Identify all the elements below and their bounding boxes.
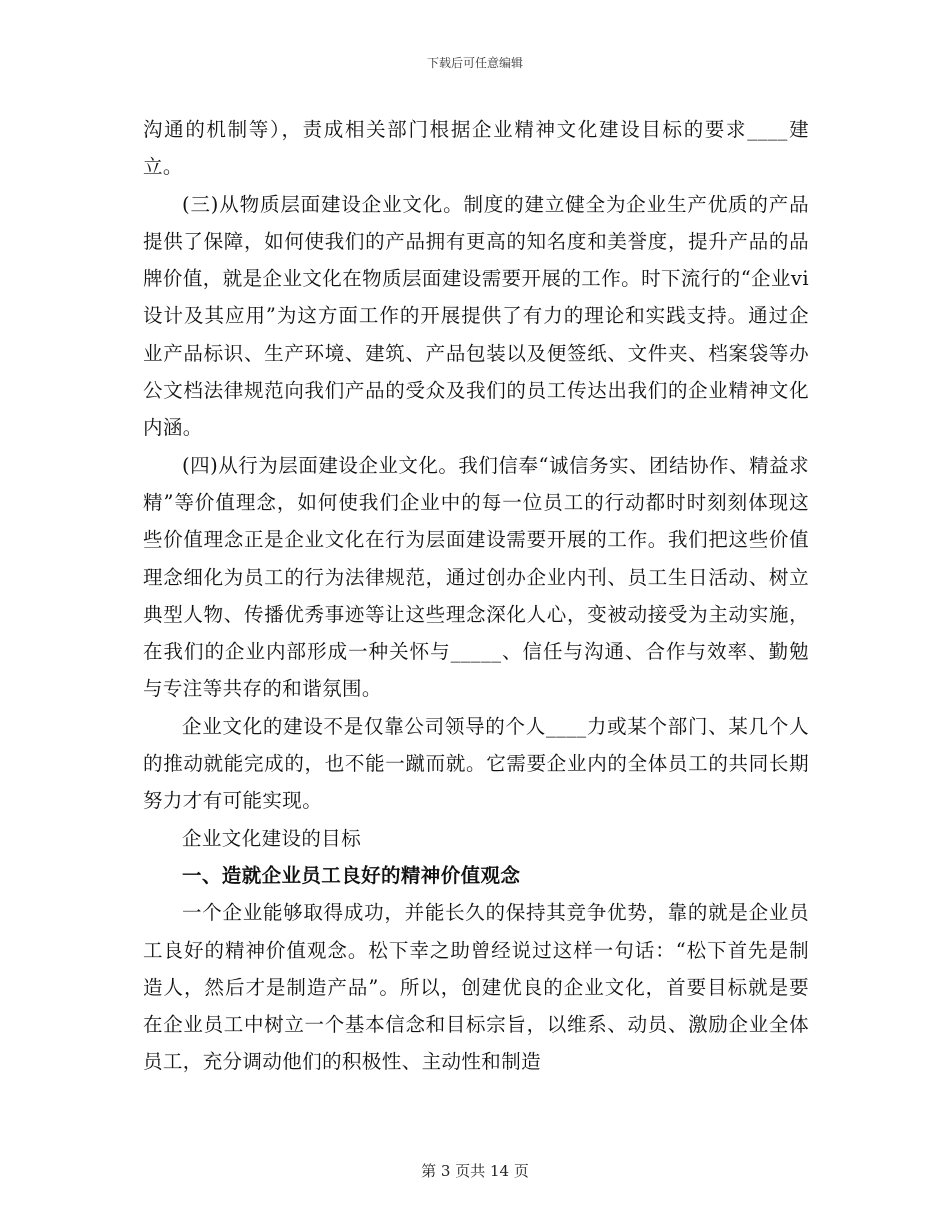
page-header: 下载后可任意编辑	[426, 56, 523, 70]
paragraph-continuation: 沟通的机制等），责成相关部门根据企业精神文化建设目标的要求____建立。	[143, 118, 809, 179]
document-body	[143, 111, 809, 1081]
paragraph-values: 一个企业能够取得成功，并能长久的保持其竞争优势，靠的就是企业员工良好的精神价值观念。松下幸之助曾经说过这样一句话：“松下首先是制造人，然后才是制造产品”。所以，创建优良的企业文化，首要目标就是要在企业员工中树立一个基本信念和目标宗旨，以维系、动员、激励企业全体员工，充分调动他们的积极性、主动性和制造	[143, 901, 809, 1074]
page-footer: 第 3 页共 14 页	[421, 1162, 529, 1180]
paragraph-collective-effort: 企业文化的建设不是仅靠公司领导的个人____力或某个部门、某几个人的推动就能完成的，也不能一蹴而就。它需要企业内的全体员工的共同长期努力才有可能实现。	[143, 714, 809, 813]
paragraph-material-layer: (三)从物质层面建设企业文化。制度的建立健全为企业生产优质的产品提供了保障，如何使我们的产品拥有更高的知名度和美誉度，提升产品的品牌价值，就是企业文化在物质层面建设需要开展的工作。时下流行的“企业vi设计及其应用”为这方面工作的开展提供了有力的理论和实践支持。通过企业产品标识、生产环境、建筑、产品包装以及便签纸、文件夹、档案袋等办公文档法律规范向我们产品的受众及我们的员工传达出我们的企业精神文化内涵。	[143, 192, 809, 440]
paragraph-behavior-layer: (四)从行为层面建设企业文化。我们信奉“诚信务实、团结协作、精益求精”等价值理念，如何使我们企业中的每一位员工的行动都时时刻刻体现这些价值理念正是企业文化在行为层面建设需要开展的工作。我们把这些价值理念细化为员工的行为法律规范，通过创办企业内刊、员工生日活动、树立典型人物、传播优秀事迹等让这些理念深化人心，变被动接受为主动实施，在我们的企业内部形成一种关怀与_____、信任与沟通、合作与效率、勤勉与专注等共存的和谐氛围。	[143, 453, 809, 701]
section-heading: 企业文化建设的目标	[182, 826, 362, 850]
subsection-heading: 一、造就企业员工良好的精神价值观念	[182, 863, 521, 887]
